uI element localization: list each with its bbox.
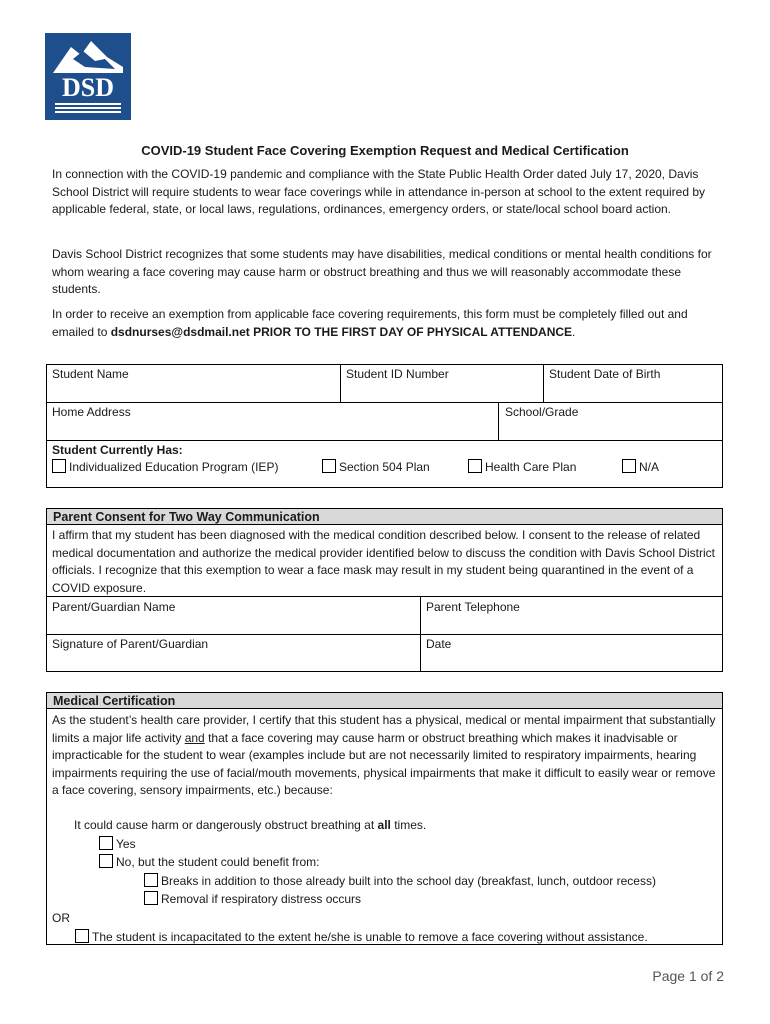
checkbox-breaks[interactable] [144,873,158,887]
intro-paragraph-3: In order to receive an exemption from applicable face covering requirements, this form must be completely filled out and emailed to dsdnurses@dsdmail.net PRIOR TO THE FIRST DAY OF PHYSICAL ATTENDANCE. [52,307,688,339]
consent-header: Parent Consent for Two Way Communication [46,508,723,525]
option-health-care-plan[interactable]: Health Care Plan [468,459,576,474]
option-iep[interactable]: Individualized Education Program (IEP) [52,459,278,474]
student-dob-field[interactable]: Student Date of Birth [549,367,661,381]
submission-email-deadline: dsdnurses@dsdmail.net PRIOR TO THE FIRST DAY OF PHYSICAL ATTENDANCE [110,324,573,339]
parent-phone-field[interactable]: Parent Telephone [426,600,520,614]
option-na[interactable]: N/A [622,459,659,474]
medical-text: As the student’s health care provider, I certify that this student has a physical, medical or mental impairment that substantially limits a major life activity and that a face covering may cause harm or obstruct breathing which makes it inadvisable or impracticable for the student to wear (examples include but are not necessarily limited to respiratory impairments, hearing impairments requiring the use of facial/mouth movements, physical impairments that make it difficult to easily wear or remove a face covering, sensory impairments, etc.) because: [52,713,716,797]
intro-paragraph-1: In connection with the COVID-19 pandemic and compliance with the State Public Health Order dated July 17, 2020, Davis School District will require students to wear face coverings while in attendance in-person at school to the extent required by applicable federal, state, or local laws, regulations, ordinances, emergency orders, or state/local school board action. [52,167,706,216]
student-id-field[interactable]: Student ID Number [346,367,449,381]
page-number: Page 1 of 2 [652,968,724,984]
option-no-benefit[interactable]: No, but the student could benefit from: [99,854,319,869]
checkbox-iep[interactable] [52,459,66,473]
page-title: COVID-19 Student Face Covering Exemption Request and Medical Certification [141,143,629,158]
home-address-field[interactable]: Home Address [52,405,131,419]
medical-header: Medical Certification [46,692,723,709]
checkbox-incapacitated[interactable] [75,929,89,943]
breathing-question: It could cause harm or dangerously obstruct breathing at all times. [74,818,427,832]
checkbox-504[interactable] [322,459,336,473]
option-504[interactable]: Section 504 Plan [322,459,430,474]
checkbox-no-benefit[interactable] [99,854,113,868]
consent-date-field[interactable]: Date [426,637,452,651]
option-breaks[interactable]: Breaks in addition to those already built into the school day (breakfast, lunch, outdoor recess) [144,873,656,888]
or-label: OR [52,911,70,925]
district-logo [45,33,131,120]
consent-text: I affirm that my student has been diagnosed with the medical condition described below. I consent to the release of related medical documentation and authorize the medical provider identified below to discuss the condition with Davis School District officials. I recognize that this exemption to wear a face mask may result in my student being quarantined in the event of a COVID exposure. [52,528,716,595]
checkbox-health-care-plan[interactable] [468,459,482,473]
currently-has-label: Student Currently Has: [52,443,183,457]
intro-paragraph-2: Davis School District recognizes that some students may have disabilities, medical conditions or mental health conditions for whom wearing a face covering may cause harm or obstruct breathing and thus we will reasonably accommodate these students. [52,247,712,296]
checkbox-na[interactable] [622,459,636,473]
parent-signature-field[interactable]: Signature of Parent/Guardian [52,637,209,651]
school-grade-field[interactable]: School/Grade [505,405,579,419]
parent-name-field[interactable]: Parent/Guardian Name [52,600,176,614]
checkbox-removal[interactable] [144,891,158,905]
logo-text: DSD [61,73,114,102]
checkbox-yes[interactable] [99,836,113,850]
option-yes[interactable]: Yes [99,836,136,851]
option-incapacitated[interactable]: The student is incapacitated to the extent he/she is unable to remove a face covering without assistance. [75,929,648,944]
option-removal[interactable]: Removal if respiratory distress occurs [144,891,361,906]
student-name-field[interactable]: Student Name [52,367,129,381]
